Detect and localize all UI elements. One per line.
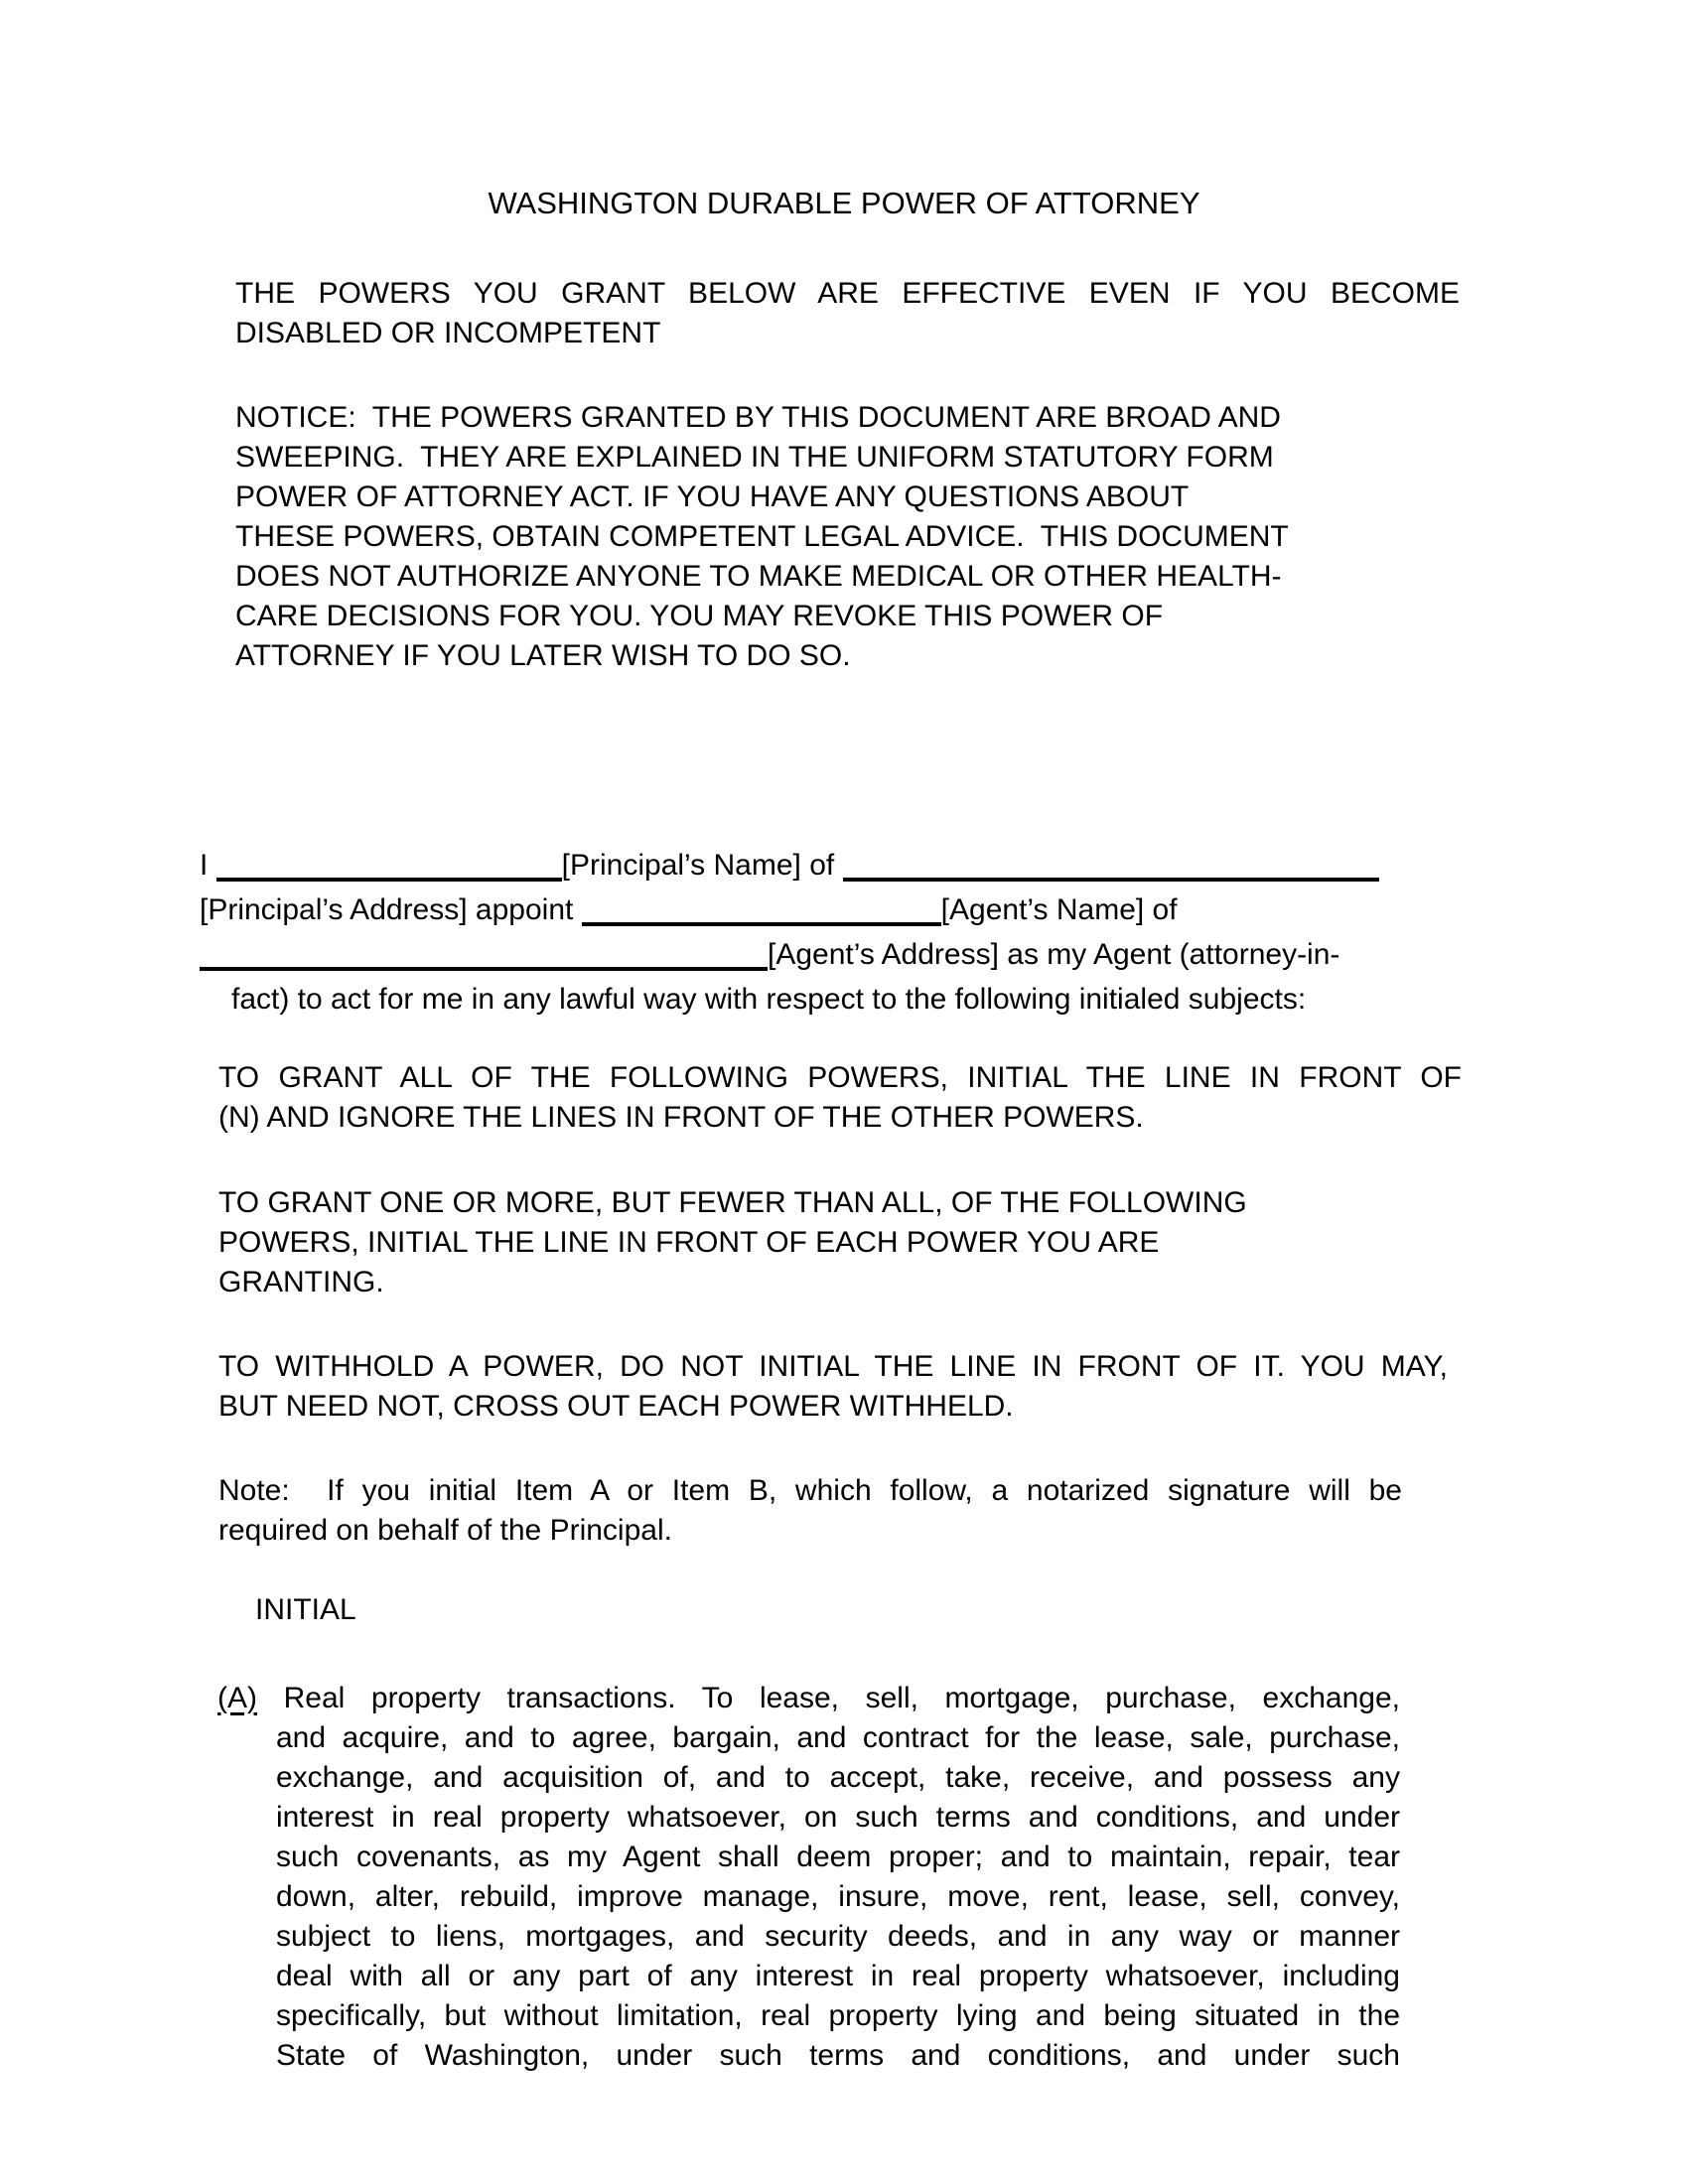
item-a-first-line — [217, 1679, 1400, 1718]
text-line: SWEEPING. THEY ARE EXPLAINED IN THE UNIFORM STATUTORY FORM — [235, 441, 1274, 474]
text-span: I — [200, 849, 216, 882]
withhold-paragraph — [218, 1347, 1559, 1427]
agent-name-label: [Agent’s Name] of — [940, 893, 1178, 926]
text-line: POWERS, INITIAL THE LINE IN FRONT OF EACH POWER YOU ARE — [218, 1226, 1160, 1259]
text-line: State of Washington, under such terms and conditions, and under such — [276, 2039, 1400, 2072]
appointment-line-1 — [200, 843, 1619, 887]
principal-name-label: [Principal’s Name] of — [561, 849, 843, 882]
text-line: interest in real property whatsoever, on such terms and conditions, and under — [276, 1801, 1400, 1834]
effective-notice-paragraph — [235, 274, 1546, 353]
appointment-paragraph — [200, 843, 1619, 1022]
appointment-line-3 — [200, 932, 1619, 977]
text-line: (N) AND IGNORE THE LINES IN FRONT OF THE OTHER POWERS. — [218, 1101, 1144, 1134]
appointment-line-4: fact) to act for me in any lawful way with respect to the following initialed subjects: — [231, 983, 1307, 1016]
text-line: NOTICE: THE POWERS GRANTED BY THIS DOCUMENT ARE BROAD AND — [235, 401, 1281, 434]
text-span: Real property transactions. To lease, sell, mortgage, purchase, exchange, — [257, 1682, 1400, 1714]
text-line: BUT NEED NOT, CROSS OUT EACH POWER WITHHELD. — [218, 1390, 1014, 1423]
grant-fewer-paragraph — [218, 1183, 1559, 1302]
text-line: such covenants, as my Agent shall deem proper; and to maintain, repair, tear — [276, 1841, 1400, 1873]
text-line: required on behalf of the Principal. — [218, 1514, 672, 1547]
appointment-line-2 — [200, 887, 1619, 932]
text-line: down, alter, rebuild, improve manage, insure, move, rent, lease, sell, convey, — [276, 1880, 1400, 1913]
principal-address-label: [Principal’s Address] appoint — [200, 893, 582, 926]
text-line: ATTORNEY IF YOU LATER WISH TO DO SO. — [235, 639, 851, 672]
text-line: subject to liens, mortgages, and security deeds, and in any way or manner — [276, 1920, 1400, 1953]
text-line: THESE POWERS, OBTAIN COMPETENT LEGAL ADVICE. THIS DOCUMENT — [235, 520, 1289, 553]
principal-name-blank[interactable] — [216, 878, 562, 882]
text-line: exchange, and acquisition of, and to accept, take, receive, and possess any — [276, 1761, 1400, 1794]
principal-address-blank[interactable] — [843, 878, 1379, 882]
text-line: DISABLED OR INCOMPETENT — [235, 317, 661, 349]
text-line: Note: If you initial Item A or Item B, which follow, a notarized signature will be — [218, 1474, 1402, 1507]
grant-all-paragraph — [218, 1058, 1559, 1138]
item-a-marker[interactable]: (A) — [217, 1682, 257, 1714]
text-line: THE POWERS YOU GRANT BELOW ARE EFFECTIVE EVEN IF YOU BECOME — [235, 277, 1460, 310]
item-a-paragraph — [217, 1679, 1400, 2076]
text-line: deal with all or any part of any interest in real property whatsoever, including — [276, 1960, 1400, 1992]
agent-name-blank[interactable] — [582, 922, 941, 926]
agent-address-blank[interactable] — [200, 967, 768, 971]
text-line: and acquire, and to agree, bargain, and contract for the lease, sale, purchase, — [276, 1721, 1400, 1754]
text-line: GRANTING. — [218, 1266, 384, 1298]
text-line: TO WITHHOLD A POWER, DO NOT INITIAL THE LINE IN FRONT OF IT. YOU MAY, — [218, 1350, 1448, 1383]
text-line: DOES NOT AUTHORIZE ANYONE TO MAKE MEDICAL OR OTHER HEALTH- — [235, 560, 1282, 593]
agent-address-label: [Agent’s Address] as my Agent (attorney-in- — [768, 938, 1340, 971]
text-line: TO GRANT ALL OF THE FOLLOWING POWERS, INITIAL THE LINE IN FRONT OF — [218, 1061, 1462, 1094]
notarize-note-paragraph — [218, 1471, 1559, 1551]
text-line: CARE DECISIONS FOR YOU. YOU MAY REVOKE THIS POWER OF — [235, 600, 1164, 632]
page-title: WASHINGTON DURABLE POWER OF ATTORNEY — [488, 186, 1200, 220]
text-line: POWER OF ATTORNEY ACT. IF YOU HAVE ANY QUESTIONS ABOUT — [235, 480, 1190, 513]
initial-heading: INITIAL — [255, 1593, 356, 1626]
text-line: specifically, but without limitation, real property lying and being situated in the — [276, 1999, 1400, 2032]
statutory-notice-paragraph — [235, 398, 1566, 676]
text-line: TO GRANT ONE OR MORE, BUT FEWER THAN ALL, OF THE FOLLOWING — [218, 1186, 1247, 1219]
